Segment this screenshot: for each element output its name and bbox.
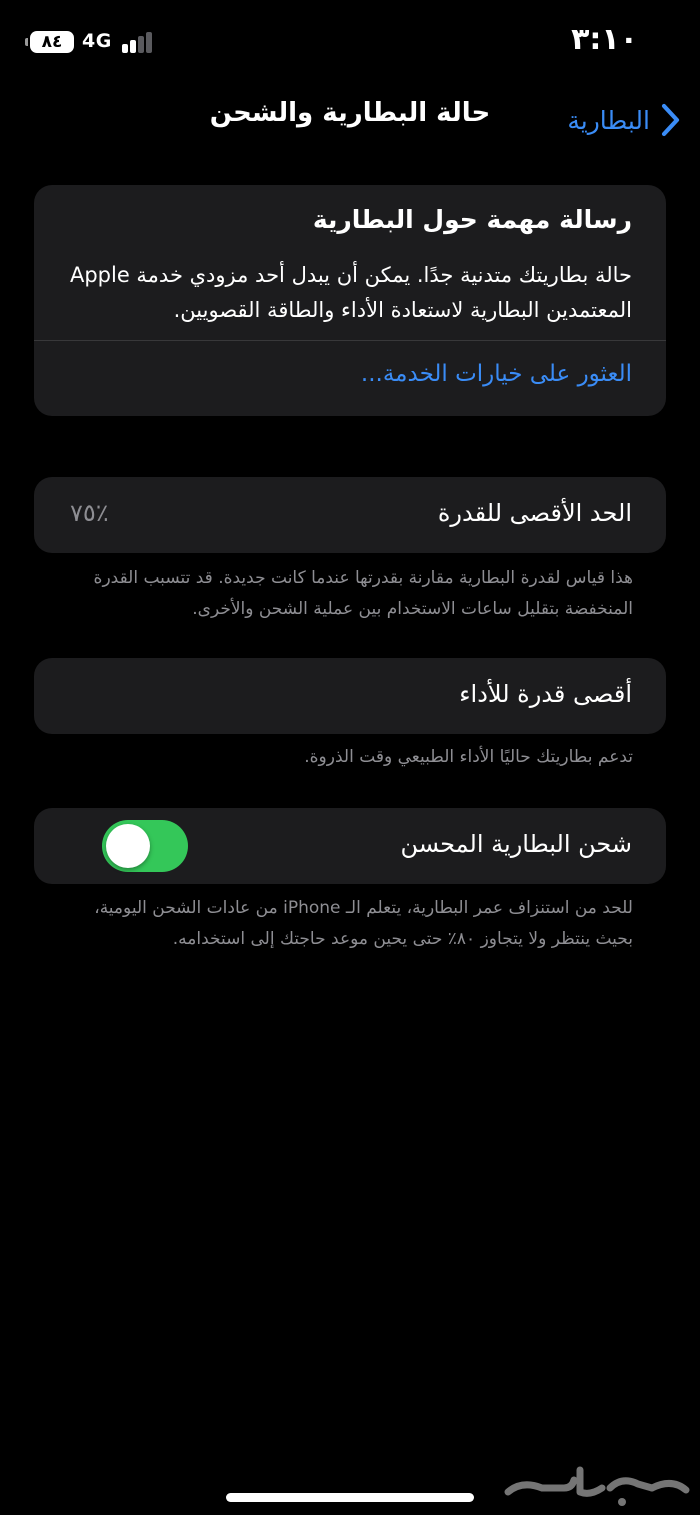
battery-message-body: حالة بطاريتك متدنية جدًا. يمكن أن يبدل أحد مزودي خدمة Apple المعتمدين البطارية لاستعادة الأداء والطاقة القصويين. bbox=[69, 263, 632, 322]
battery-icon bbox=[30, 31, 74, 53]
battery-level: ٨٤ bbox=[41, 32, 63, 52]
peak-performance-footnote: تدعم بطاريتك حاليًا الأداء الطبيعي وقت الذروة. bbox=[304, 747, 633, 767]
back-button-label: البطارية bbox=[567, 105, 650, 135]
home-indicator[interactable] bbox=[226, 1493, 474, 1502]
status-bar bbox=[0, 0, 700, 88]
haraj-watermark-logo bbox=[502, 1458, 692, 1508]
max-capacity-row bbox=[34, 477, 666, 553]
toggle-knob bbox=[106, 824, 150, 868]
battery-message-card bbox=[34, 185, 666, 416]
find-service-options-link[interactable]: العثور على خيارات الخدمة... bbox=[360, 361, 632, 387]
optimized-charging-toggle[interactable] bbox=[102, 820, 188, 872]
peak-performance-row bbox=[34, 658, 666, 734]
optimized-charging-row bbox=[34, 808, 666, 884]
optimized-charging-label: شحن البطارية المحسن bbox=[400, 830, 632, 858]
status-time: ٣:١٠ bbox=[571, 22, 638, 57]
page-title: حالة البطارية والشحن bbox=[209, 98, 491, 128]
max-capacity-value: ٪٧٥ bbox=[70, 499, 109, 527]
max-capacity-footnote: هذا قياس لقدرة البطارية مقارنة بقدرتها عندما كانت جديدة. قد تتسبب القدرة المنخفضة بتقليل ساعات الاستخدام بين عملية الشحن والأخرى. bbox=[93, 568, 633, 619]
max-capacity-label: الحد الأقصى للقدرة bbox=[437, 499, 632, 527]
network-type: 4G bbox=[82, 30, 112, 52]
optimized-charging-footnote: للحد من استنزاف عمر البطارية، يتعلم الـ iPhone من عادات الشحن اليومية، بحيث ينتظر ولا يتجاوز ٨٠٪ حتى يحين موعد حاجتك إلى استخدامه. bbox=[94, 898, 633, 949]
card-divider bbox=[34, 340, 666, 341]
chevron-right-icon bbox=[660, 102, 682, 138]
cellular-signal-icon bbox=[118, 31, 152, 53]
peak-performance-label: أقصى قدرة للأداء bbox=[459, 680, 632, 708]
battery-message-title: رسالة مهمة حول البطارية bbox=[312, 205, 632, 234]
back-button[interactable] bbox=[567, 100, 682, 140]
